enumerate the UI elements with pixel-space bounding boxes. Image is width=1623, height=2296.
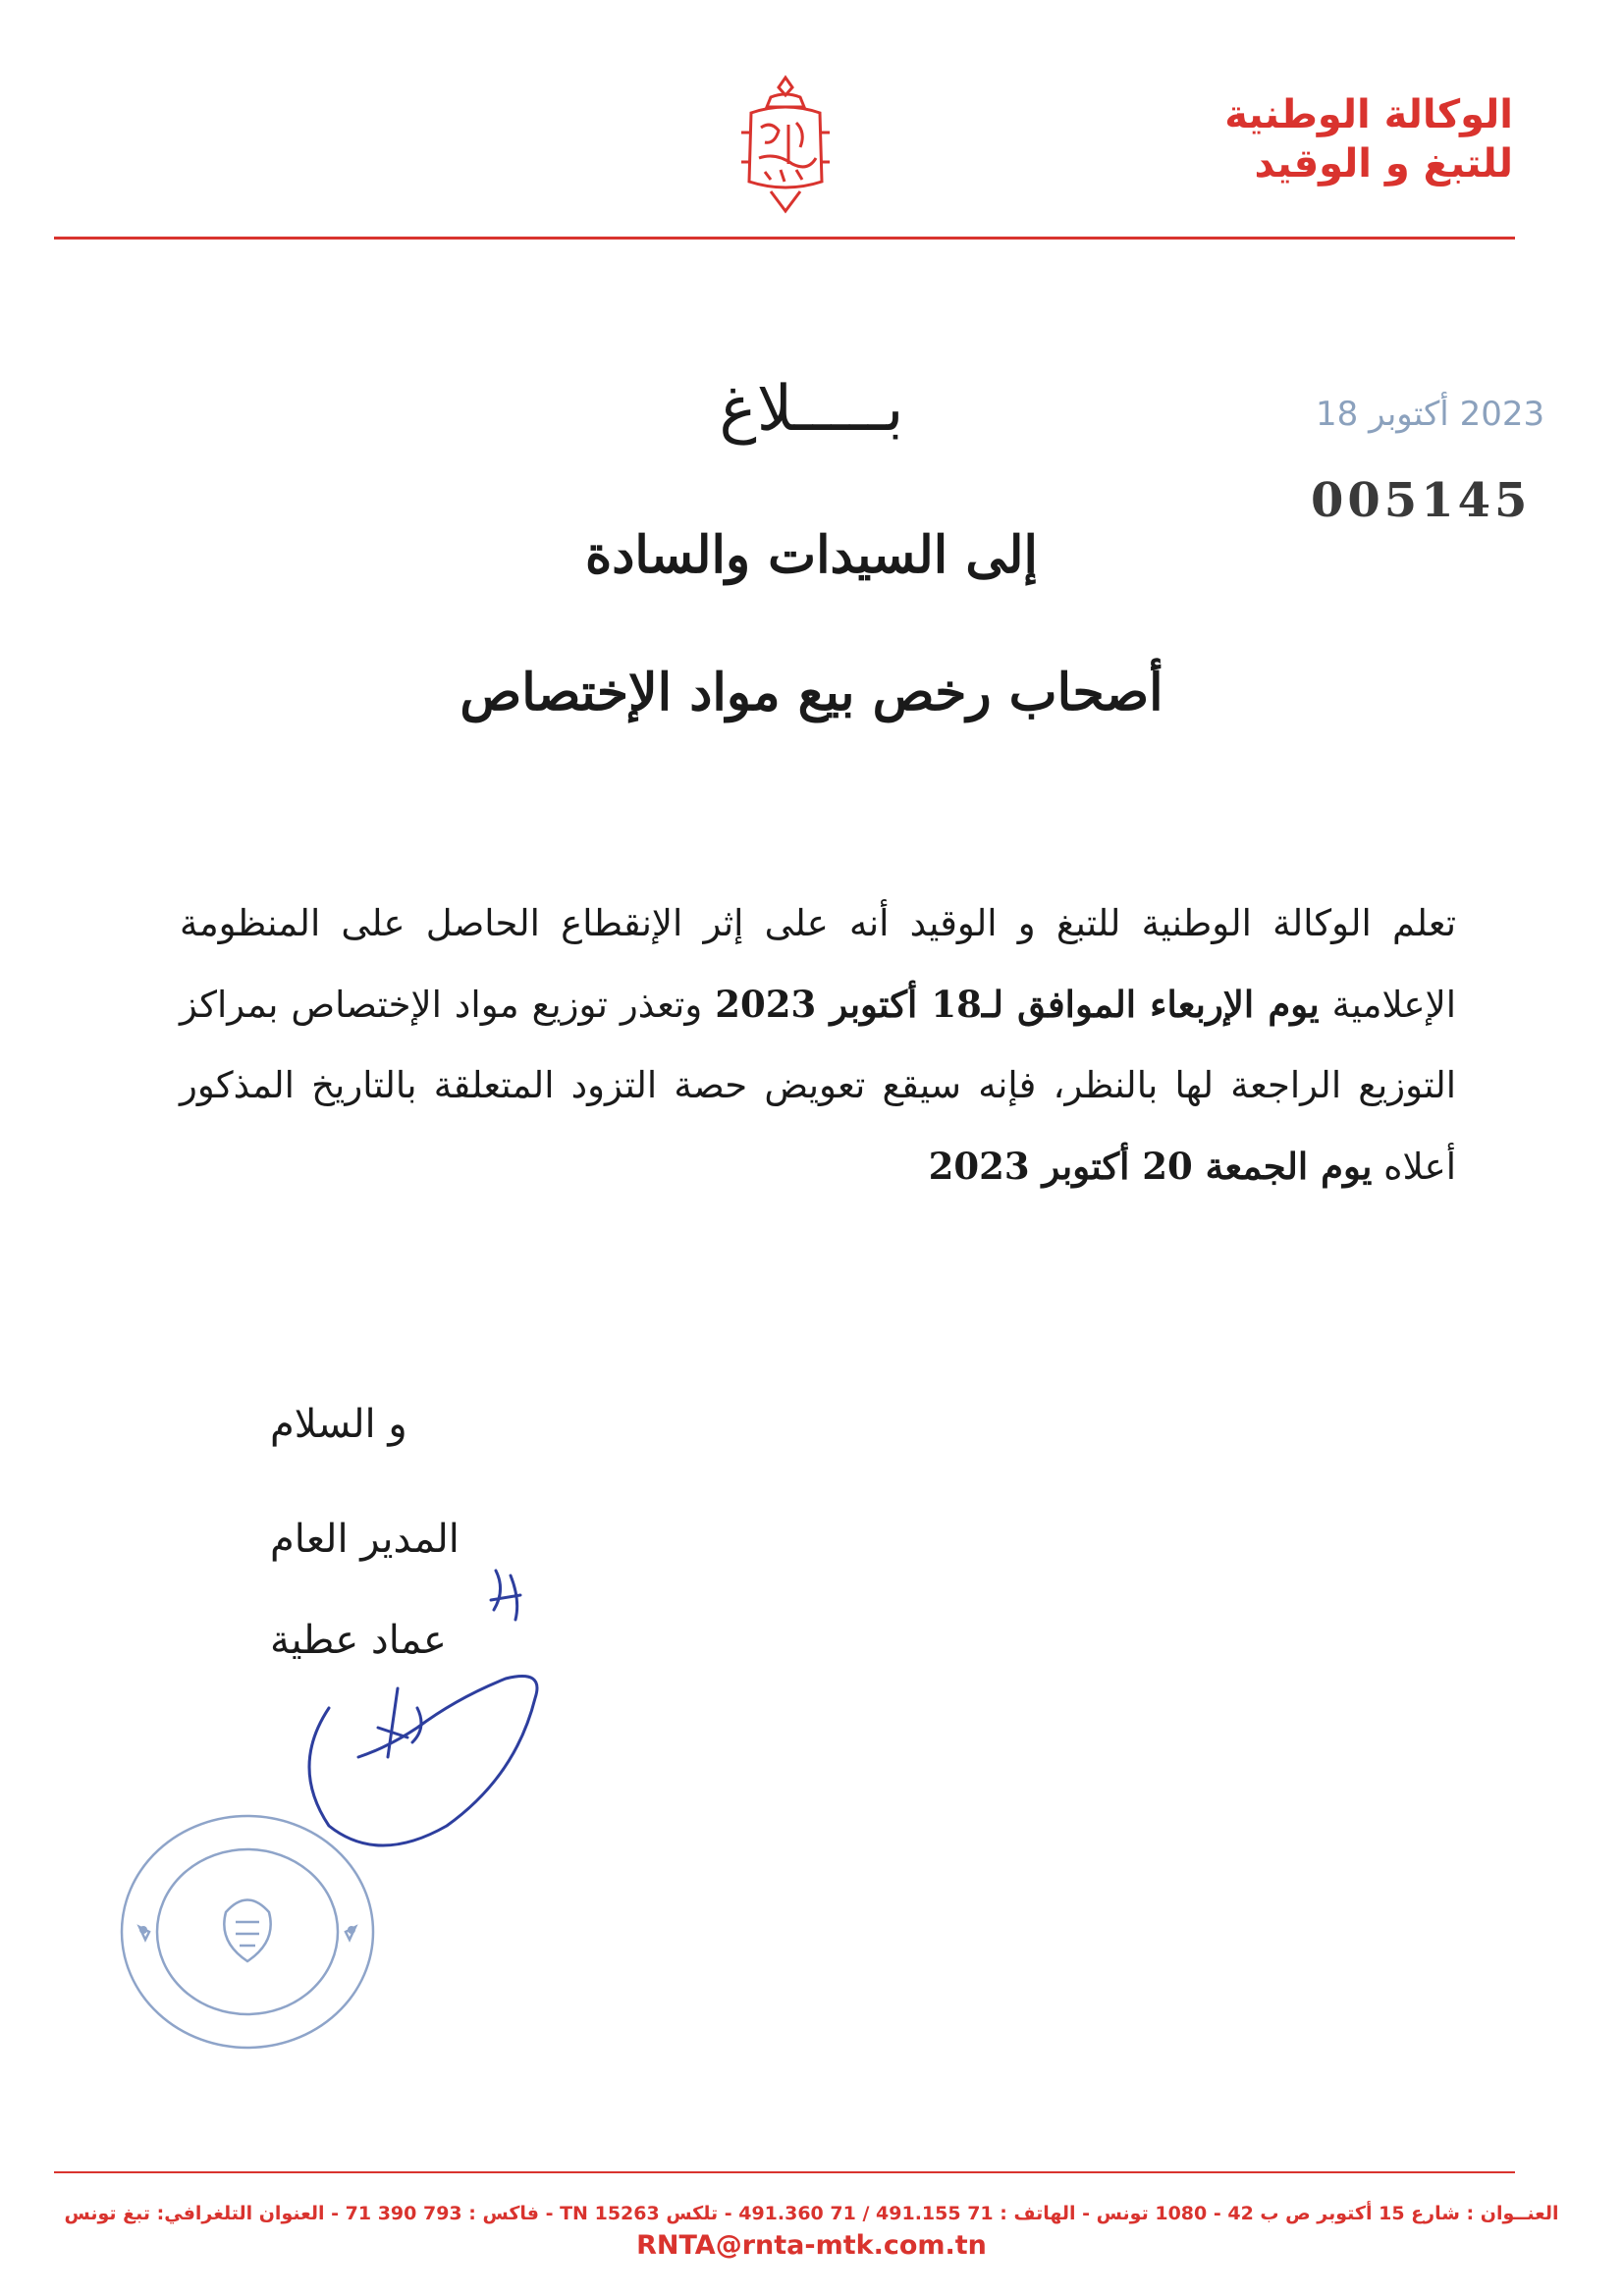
signer-name: عماد عطية bbox=[270, 1618, 447, 1663]
body-text-compensation-date: يوم الجمعة 20 أكتوبر 2023 bbox=[928, 1145, 1373, 1188]
recipient-group: أصحاب رخص بيع مواد الإختصاص bbox=[460, 663, 1163, 722]
organization-name-line2: للتبغ و الوقيد bbox=[1254, 141, 1513, 187]
footer-address: العنــوان : شارع 15 أكتوبر ص ب 42 - 1080 تونس - الهاتف : 71 491.155 / 71 491.360 - تلكس 15263 TN - فاكس : 793 390 71 - العنوان التلغرافي: تبغ تونس bbox=[64, 2203, 1559, 2224]
agency-logo-icon bbox=[731, 74, 839, 216]
closing-salutation: و السلام bbox=[270, 1402, 407, 1447]
header-divider bbox=[54, 237, 1515, 240]
footer-email: RNTA@rnta-mtk.com.tn bbox=[636, 2230, 987, 2261]
body-text-part1: تعلم الوكالة الوطنية للتبغ و الوقيد أنه على إثر الإنقطاع الحاصل على المنظومة الإعلامية bbox=[180, 902, 1457, 1026]
document-title: بـــــلاغ bbox=[719, 373, 904, 446]
organization-name bbox=[1224, 90, 1513, 188]
body-text-outage-date: يوم الإربعاء الموافق لـ18 أكتوبر 2023 bbox=[715, 983, 1320, 1026]
announcement-body bbox=[180, 883, 1456, 1207]
received-date-stamp: 2023 أكتوبر 18 bbox=[1316, 395, 1545, 434]
body-text-part2: وتعذر توزيع مواد الإختصاص بمراكز التوزيع الراجعة لها بالنظر، فإنه سيقع تعويض حصة التزود المتعلقة بالتاريخ المذكور أعلاه bbox=[180, 984, 1456, 1188]
footer-divider bbox=[54, 2171, 1515, 2173]
organization-name-line1: الوكالة الوطنية bbox=[1224, 92, 1513, 137]
signer-title: المدير العام bbox=[270, 1517, 460, 1562]
recipient-greeting: إلى السيدات والسادة bbox=[585, 525, 1038, 585]
reference-number: 005145 bbox=[1311, 473, 1532, 528]
official-seal bbox=[110, 1804, 385, 2059]
